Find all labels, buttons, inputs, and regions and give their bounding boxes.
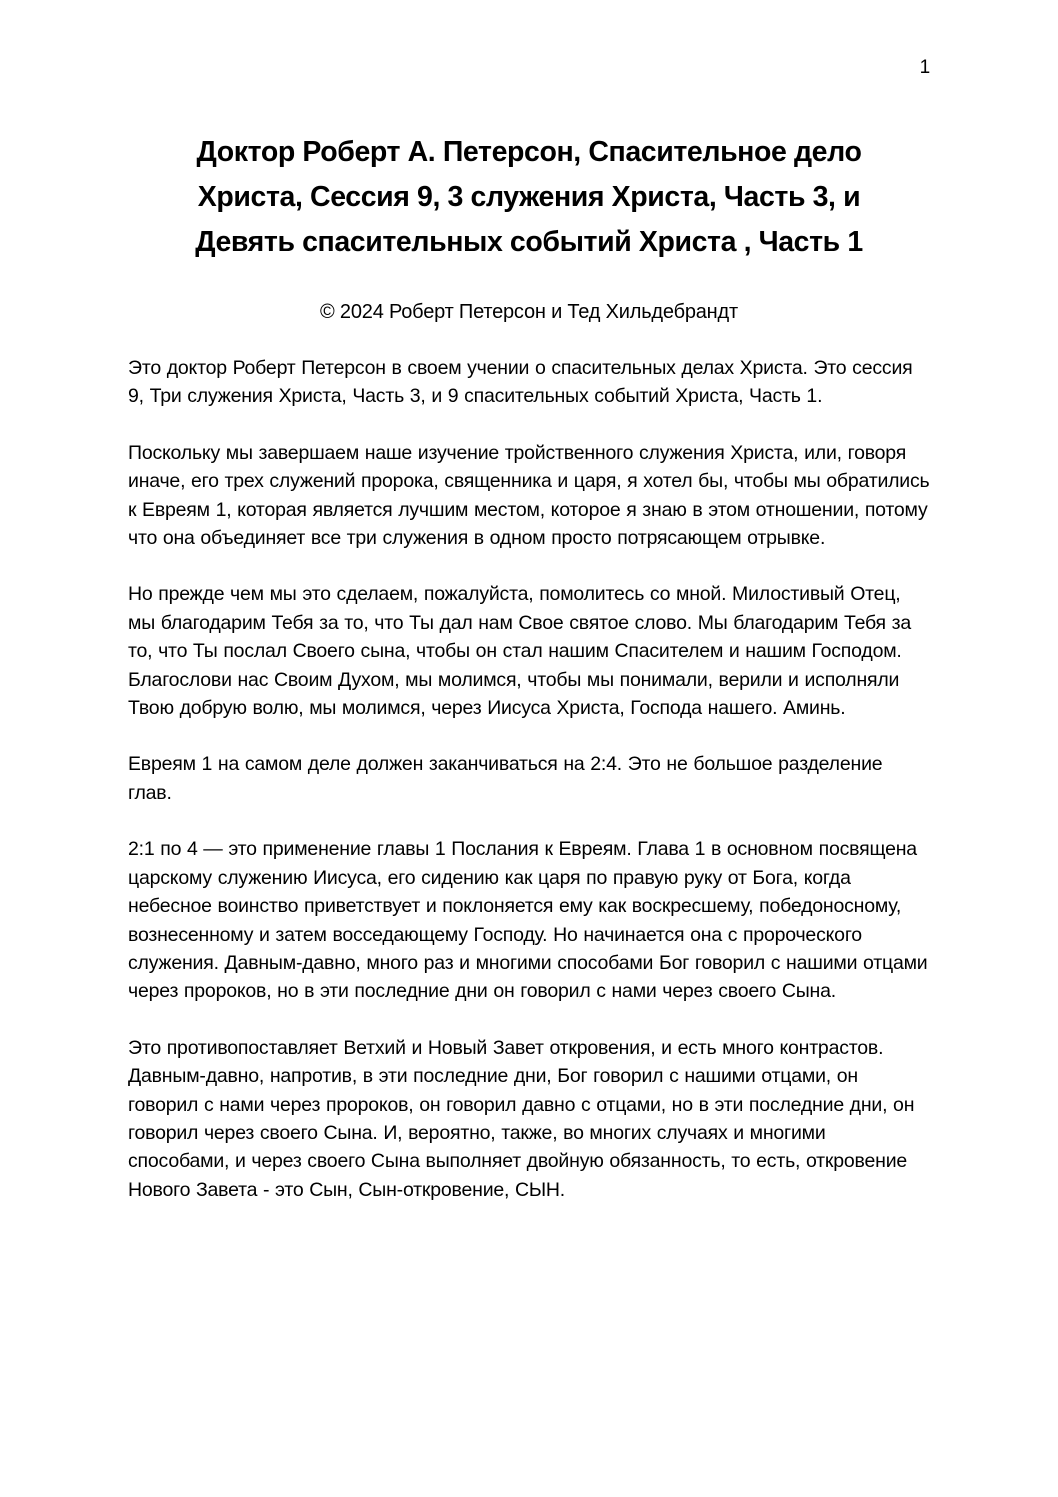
copyright-line: © 2024 Роберт Петерсон и Тед Хильдебрандт (320, 301, 738, 323)
paragraph-hebrews-chapter1: 2:1 по 4 — это применение главы 1 Послания к Евреям. Глава 1 в основном посвящена царскому служению Иисуса, его сидению как царя по правую руку от Бога, когда небесное воинство приветствует и поклоняется ему как воскресшему, победоносному, вознесенному и затем восседающему Господу. Но начинается она с пророческого служения. Давным-давно, много раз и многими способами Бог говорил с нашими отцами через пророков, но в эти последние дни он говорил с нами через своего Сына. (128, 838, 928, 1003)
paragraph-intro: Это доктор Роберт Петерсон в своем учении о спасительных делах Христа. Это сессия 9, Три служения Христа, Часть 3, и 9 спасительных событий Христа, Часть 1. (128, 357, 913, 408)
title-line-2: Христа, Сессия 9, 3 служения Христа, Часть 3, и (197, 181, 861, 213)
paragraph-threefold-office: Поскольку мы завершаем наше изучение тройственного служения Христа, или, говоря иначе, его трех служений пророка, священника и царя, я хотел бы, чтобы мы обратились к Евреям 1, которая является лучшим местом, которое я знаю в этом отношении, потому что она объединяет все три служения в одном просто потрясающем отрывке. (128, 441, 930, 550)
paragraph-prayer: Но прежде чем мы это сделаем, пожалуйста, помолитесь со мной. Милостивый Отец, мы благодарим Тебя за то, что Ты дал нам Свое святое слово. Мы благодарим Тебя за то, что Ты послал Своего сына, чтобы он стал нашим Спасителем и нашим Господом. Благослови нас Своим Духом, мы молимся, чтобы мы понимали, верили и исполняли Твою добрую волю, мы молимся, через Иисуса Христа, Господа нашего. Аминь. (128, 583, 912, 720)
title-line-3: Девять спасительных событий Христа , Часть 1 (195, 226, 863, 258)
document-title (128, 130, 930, 265)
paragraph-hebrews-division: Евреям 1 на самом деле должен заканчиваться на 2:4. Это не большое разделение глав. (128, 753, 883, 804)
page-number: 1 (919, 57, 930, 78)
title-line-1: Доктор Роберт А. Петерсон, Спасительное дело (196, 136, 862, 168)
paragraph-old-new-testament: Это противопоставляет Ветхий и Новый Завет откровения, и есть много контрастов. Давным-давно, напротив, в эти последние дни, Бог говорил с нашими отцами, он говорил с нами через пророков, он говорил давно с отцами, но в эти последние дни, он говорил через своего Сына. И, вероятно, также, во многих случаях и многими способами, и через своего Сына выполняет двойную обязанность, то есть, откровение Нового Завета - это Сын, Сын-откровение, СЫН. (128, 1036, 915, 1201)
